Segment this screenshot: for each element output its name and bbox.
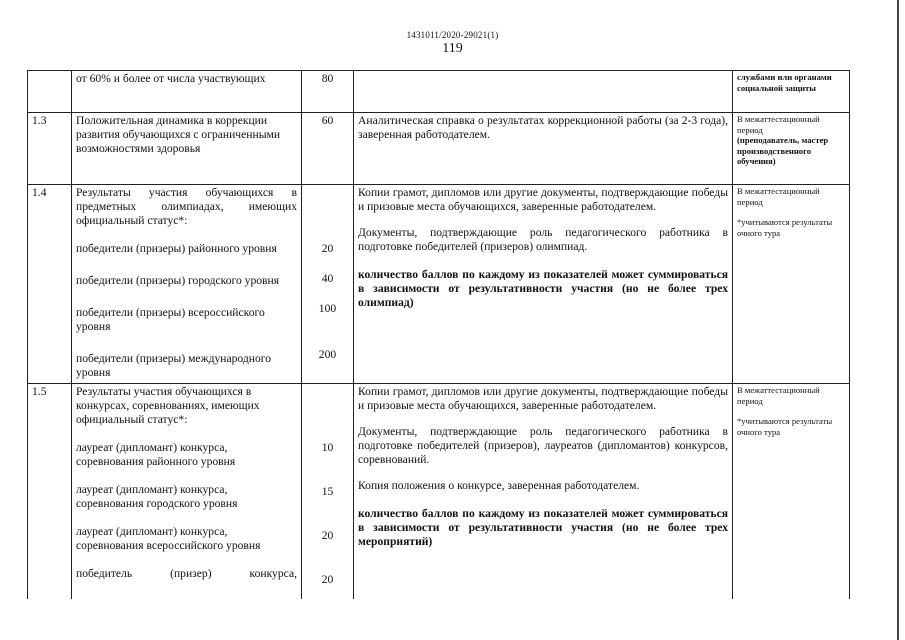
note-period: В межаттестационный период	[737, 114, 820, 135]
note-cell	[733, 185, 850, 384]
indicator-text: Положительная динамика в коррекции развития обучающихся с ограниченными возможностями здоровья	[72, 113, 302, 185]
sub-indicator: победители (призеры) городского уровня	[76, 274, 280, 287]
sub-indicator: победители (призеры) всероссийского уровня	[76, 306, 265, 333]
indicator-cell	[72, 384, 302, 599]
scan-edge-line	[897, 0, 899, 640]
points-cell	[302, 185, 354, 384]
points-value: 10	[321, 441, 334, 454]
row-number: 1.3	[28, 113, 72, 185]
documents-cell	[354, 185, 733, 384]
documents-text: Копия положения о конкурсе, заверенная работодателем.	[358, 479, 640, 492]
note-cell	[733, 384, 850, 599]
documents-text: Документы, подтверждающие роль педагогического работника в подготовке победителей (призеров) олимпиад.	[358, 226, 728, 253]
note-cell	[733, 113, 850, 185]
page-number: 119	[442, 41, 463, 56]
indicator-cell	[72, 185, 302, 384]
indicator-text: Результаты участия обучающихся в конкурсах, соревнованиях, имеющих официальный статус*:	[76, 385, 260, 426]
points-value: 80	[302, 71, 354, 113]
documents-condition: количество баллов по каждому из показателей может суммироваться в зависимости от результативности участия (но не более трех олимпиад)	[358, 268, 728, 309]
points-value: 60	[302, 113, 354, 185]
note-period: В межаттестационный период	[737, 186, 820, 207]
table-row	[28, 384, 850, 599]
documents-condition: количество баллов по каждому из показателей может суммироваться в зависимости от результативности участия (но не более трех мероприятий)	[358, 507, 728, 548]
documents-text: Копии грамот, дипломов или другие документы, подтверждающие победы и призовые места обучающихся, заверенные работодателем.	[358, 186, 728, 213]
documents-text: Аналитическая справка о результатах коррекционной работы (за 2-3 года), заверенная работодателем.	[354, 113, 733, 185]
criteria-table	[27, 70, 850, 599]
points-value: 200	[318, 348, 337, 361]
note-text: службами или органами социальной защиты	[733, 71, 850, 113]
sub-indicator: лауреат (дипломант) конкурса, соревнования городского уровня	[76, 483, 238, 510]
sub-indicator: победители (призеры) международного уровня	[76, 352, 272, 379]
table-row	[28, 185, 850, 384]
documents-text: Копии грамот, дипломов или другие документы, подтверждающие победы и призовые места обучающихся, заверенные работодателем.	[358, 385, 728, 412]
table-row	[28, 71, 850, 113]
row-number: 1.4	[28, 185, 72, 384]
row-number	[28, 71, 72, 113]
document-code: 1431011/2020-29021(1)	[406, 30, 499, 40]
sub-indicator: победитель (призер) конкурса,	[76, 567, 297, 580]
note-footnote: *учитываются результаты очного тура	[737, 217, 833, 238]
sub-indicator: лауреат (дипломант) конкурса, соревнования всероссийского уровня	[76, 525, 261, 552]
note-period: В межаттестационный период	[737, 385, 820, 406]
row-number: 1.5	[28, 384, 72, 599]
points-value: 15	[321, 485, 334, 498]
table-row	[28, 113, 850, 185]
points-value: 20	[321, 242, 334, 255]
points-value: 100	[318, 302, 337, 315]
indicator-text: от 60% и более от числа участвующих	[72, 71, 302, 113]
note-position: (преподаватель, мастер производственного обучения)	[737, 135, 829, 167]
indicator-text: Результаты участия обучающихся в предметных олимпиадах, имеющих официальный статус*:	[76, 186, 297, 227]
sub-indicator: победители (призеры) районного уровня	[76, 242, 277, 255]
points-value: 20	[321, 573, 334, 586]
documents-text: Документы, подтверждающие роль педагогического работника в подготовке победителей (призеров), лауреатов (дипломантов) конкурсов, соревнований.	[358, 425, 728, 466]
points-cell	[302, 384, 354, 599]
documents-cell	[354, 384, 733, 599]
note-footnote: *учитываются результаты очного тура	[737, 416, 833, 437]
documents-text	[354, 71, 733, 113]
sub-indicator: лауреат (дипломант) конкурса, соревнования районного уровня	[76, 441, 236, 468]
points-value: 20	[321, 529, 334, 542]
points-value: 40	[321, 272, 334, 285]
